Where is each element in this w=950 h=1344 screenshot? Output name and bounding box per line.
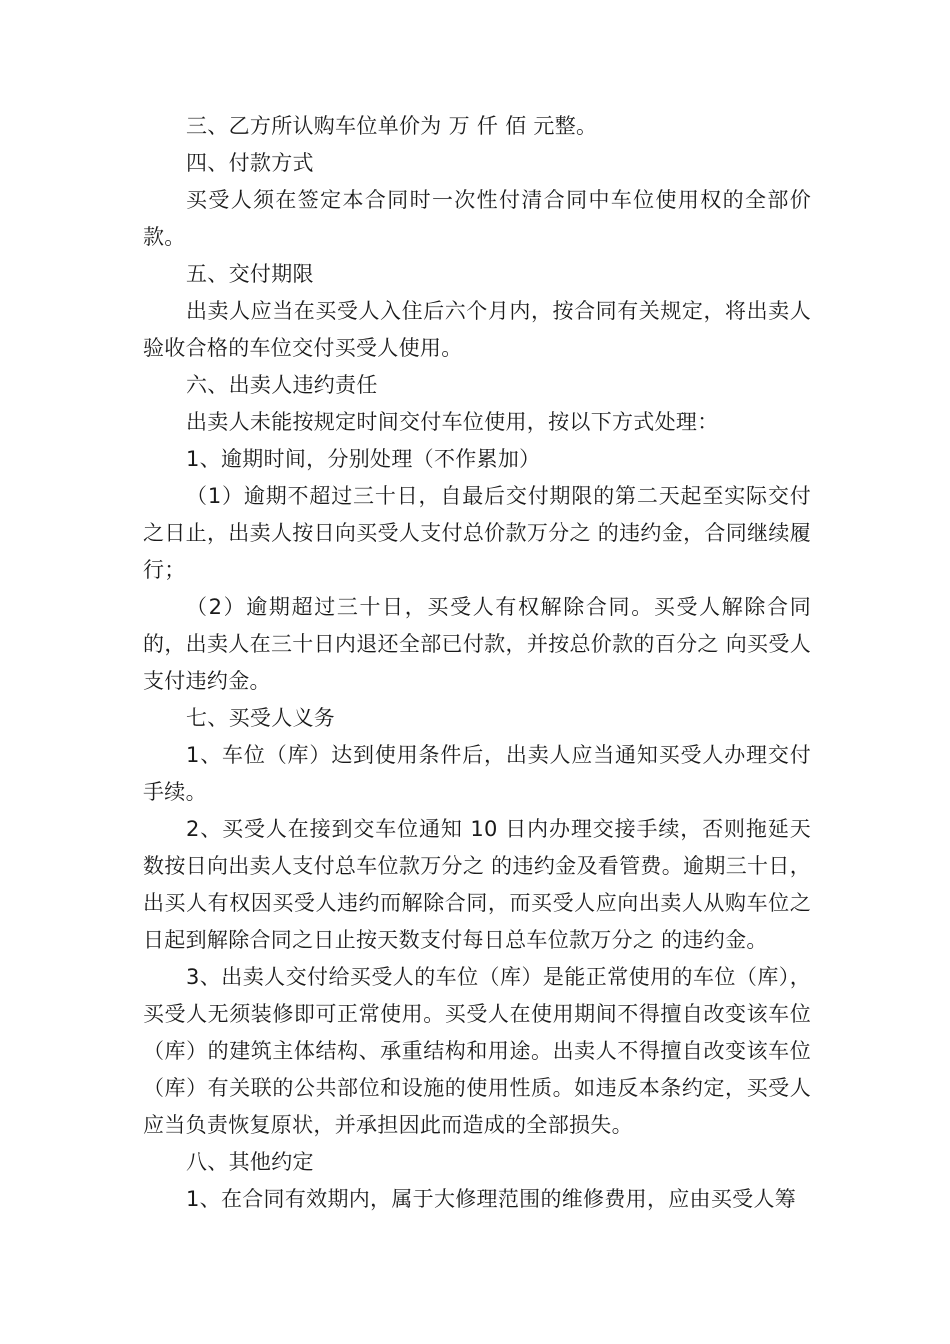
heading-delivery-period: 五、交付期限 (186, 262, 314, 286)
clause-3-unit-price: 三、乙方所认购车位单价为 万 仟 佰 元整。 (186, 114, 598, 138)
other-agreement-1: 1、在合同有效期内，属于大修理范围的维修费用，应由买受人筹 (186, 1187, 797, 1211)
seller-liability-intro: 出卖人未能按规定时间交付车位使用，按以下方式处理： (186, 410, 719, 434)
overdue-item-1: （1）逾期不超过三十日，自最后交付期限的第二天起至实际交付之日止，出卖人按日向买受人支付总价款万分之 的违约金，合同继续履行； (143, 484, 811, 582)
heading-buyer-obligations: 七、买受人义务 (186, 706, 336, 730)
buyer-obligation-2: 2、买受人在接到交车位通知 10 日内办理交接手续，否则拖延天数按日向出卖人支付总车位款万分之 的违约金及看管费。逾期三十日，出买人有权因买受人违约而解除合同，而买受人应向出卖人从购车位之日起到解除合同之日止按天数支付每日总车位款万分之 的违约金。 (143, 817, 811, 952)
heading-other-agreements: 八、其他约定 (186, 1150, 314, 1174)
overdue-item-2: （2）逾期超过三十日，买受人有权解除合同。买受人解除合同的，出卖人在三十日内退还全部已付款，并按总价款的百分之 向买受人支付违约金。 (143, 595, 811, 693)
payment-method-text: 买受人须在签定本合同时一次性付清合同中车位使用权的全部价款。 (143, 188, 811, 249)
overdue-handling: 1、逾期时间，分别处理（不作累加） (186, 447, 541, 471)
heading-seller-liability: 六、出卖人违约责任 (186, 373, 378, 397)
heading-payment-method: 四、付款方式 (186, 151, 314, 175)
buyer-obligation-3: 3、出卖人交付给买受人的车位（库）是能正常使用的车位（库），买受人无须装修即可正常使用。买受人在使用期间不得擅自改变该车位（库）的建筑主体结构、承重结构和用途。出卖人不得擅自改变该车位（库）有关联的公共部位和设施的使用性质。如违反本条约定，买受人应当负责恢复原状，并承担因此而造成的全部损失。 (143, 965, 811, 1137)
delivery-period-text: 出卖人应当在买受人入住后六个月内，按合同有关规定，将出卖人验收合格的车位交付买受人使用。 (143, 299, 811, 360)
document-body (143, 108, 811, 1218)
buyer-obligation-1: 1、车位（库）达到使用条件后，出卖人应当通知买受人办理交付手续。 (143, 743, 811, 804)
